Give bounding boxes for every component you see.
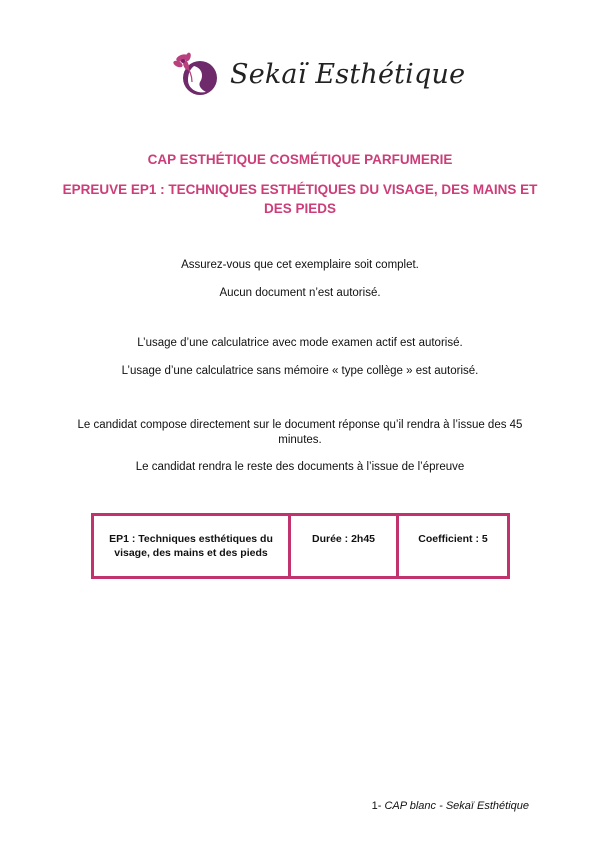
brand-name: Sekaï Esthétique [230,58,466,90]
table-cell-duree: Durée : 2h45 [288,516,396,576]
instruction-complete: Assurez-vous que cet exemplaire soit complet. [181,259,419,271]
instruction-calculator-exam: L’usage d’une calculatrice avec mode examen actif est autorisé. [137,337,463,349]
instruction-return-documents: Le candidat rendra le reste des documents à l’issue de l’épreuve [135,461,465,473]
instruction-answer-sheet: Le candidat compose directement sur le document réponse qu’il rendra à l’issue des 45 minutes. [77,419,523,446]
page-number: 1- [371,800,382,812]
page-footer [300,800,529,812]
instruction-calculator-college: L’usage d’une calculatrice sans mémoire « type collège » est autorisé. [121,365,479,377]
instruction-no-document: Aucun document n’est autorisé. [219,287,381,299]
flower-woman-icon [172,48,220,100]
brand-logo [172,48,465,100]
exam-title: CAP ESTHÉTIQUE COSMÉTIQUE PARFUMERIE [147,152,453,167]
table-cell-coefficient: Coefficient : 5 [396,516,507,576]
table-cell-epreuve: EP1 : Techniques esthétiques du visage, des mains et des pieds [109,533,273,559]
exam-info-table [91,513,510,579]
footer-label: CAP blanc - Sekaï Esthétique [384,800,529,812]
epreuve-title: EPREUVE EP1 : TECHNIQUES ESTHÉTIQUES DU VISAGE, DES MAINS ET DES PIEDS [62,182,538,216]
